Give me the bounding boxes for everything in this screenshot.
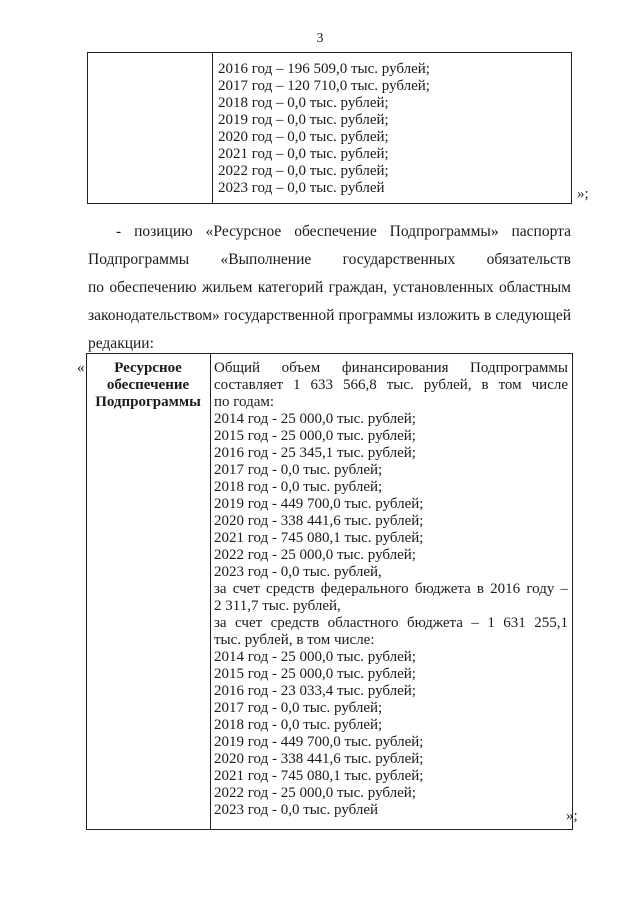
content-line: 2016 год - 23 033,4 тыс. рублей; bbox=[214, 683, 416, 699]
content-line: 2018 год - 0,0 тыс. рублей; bbox=[214, 479, 383, 495]
content-line: 2018 год - 0,0 тыс. рублей; bbox=[214, 717, 383, 733]
paragraph-line: Подпрограммы «Выполнение государственных обязательств bbox=[88, 251, 571, 268]
content-line: 2021 год - 745 080,1 тыс. рублей; bbox=[214, 530, 424, 546]
resource-label bbox=[89, 360, 207, 411]
content-line: 2015 год - 25 000,0 тыс. рублей; bbox=[214, 428, 416, 444]
content-line: за счет средств областного бюджета – 1 631 255,1 bbox=[214, 615, 568, 631]
content-line: 2014 год - 25 000,0 тыс. рублей; bbox=[214, 411, 416, 427]
content-line: 2019 год - 449 700,0 тыс. рублей; bbox=[214, 496, 424, 512]
paragraph-line: редакции: bbox=[88, 335, 154, 352]
content-line: 2020 год - 338 441,6 тыс. рублей; bbox=[214, 513, 424, 529]
content-line: 2017 год - 0,0 тыс. рублей; bbox=[214, 462, 383, 478]
content-line: 2020 год - 338 441,6 тыс. рублей; bbox=[214, 751, 424, 767]
content-line: составляет 1 633 566,8 тыс. рублей, в том числе bbox=[214, 377, 568, 393]
paragraph-line: - позицию «Ресурсное обеспечение Подпрограммы» паспорта bbox=[116, 223, 571, 240]
opening-quote: « bbox=[77, 360, 85, 376]
closing-quote: »; bbox=[566, 808, 578, 824]
content-line: 2014 год - 25 000,0 тыс. рублей; bbox=[214, 649, 416, 665]
table-line: 2017 год – 120 710,0 тыс. рублей; bbox=[218, 78, 430, 94]
content-line: по годам: bbox=[214, 394, 275, 410]
table-divider bbox=[210, 354, 211, 829]
page-number: 3 bbox=[316, 31, 324, 46]
content-line: 2 311,7 тыс. рублей, bbox=[214, 598, 341, 614]
content-line: 2023 год - 0,0 тыс. рублей bbox=[214, 802, 379, 818]
content-line: 2022 год - 25 000,0 тыс. рублей; bbox=[214, 547, 416, 563]
label-line: обеспечение bbox=[106, 377, 190, 393]
table-line: 2020 год – 0,0 тыс. рублей; bbox=[218, 129, 389, 145]
label-line: Подпрограммы bbox=[95, 394, 201, 410]
paragraph-line: по обеспечению жильем категорий граждан, установленных областным bbox=[88, 279, 571, 296]
body-paragraph bbox=[88, 218, 571, 358]
table-line: 2022 год – 0,0 тыс. рублей; bbox=[218, 163, 389, 179]
label-line: Ресурсное bbox=[114, 360, 182, 376]
top-table-content bbox=[218, 61, 430, 197]
content-line: 2022 год - 25 000,0 тыс. рублей; bbox=[214, 785, 416, 801]
content-line: 2016 год - 25 345,1 тыс. рублей; bbox=[214, 445, 416, 461]
content-line: 2019 год - 449 700,0 тыс. рублей; bbox=[214, 734, 424, 750]
content-line: 2017 год - 0,0 тыс. рублей; bbox=[214, 700, 383, 716]
table-line: 2021 год – 0,0 тыс. рублей; bbox=[218, 146, 389, 162]
table-line: 2023 год – 0,0 тыс. рублей bbox=[218, 180, 385, 196]
closing-quote: »; bbox=[577, 186, 589, 202]
content-line: тыс. рублей, в том числе: bbox=[214, 632, 375, 648]
resource-content bbox=[214, 360, 568, 819]
content-line: за счет средств федерального бюджета в 2016 году – bbox=[214, 581, 568, 597]
content-line: 2015 год - 25 000,0 тыс. рублей; bbox=[214, 666, 416, 682]
table-line: 2016 год – 196 509,0 тыс. рублей; bbox=[218, 61, 430, 77]
table-divider bbox=[212, 53, 213, 203]
resource-table bbox=[86, 353, 573, 830]
paragraph-line: законодательством» государственной программы изложить в следующей bbox=[88, 307, 571, 324]
top-table bbox=[87, 52, 572, 204]
table-line: 2019 год – 0,0 тыс. рублей; bbox=[218, 112, 389, 128]
content-line: Общий объем финансирования Подпрограммы bbox=[214, 360, 568, 376]
content-line: 2021 год - 745 080,1 тыс. рублей; bbox=[214, 768, 424, 784]
table-line: 2018 год – 0,0 тыс. рублей; bbox=[218, 95, 389, 111]
content-line: 2023 год - 0,0 тыс. рублей, bbox=[214, 564, 382, 580]
